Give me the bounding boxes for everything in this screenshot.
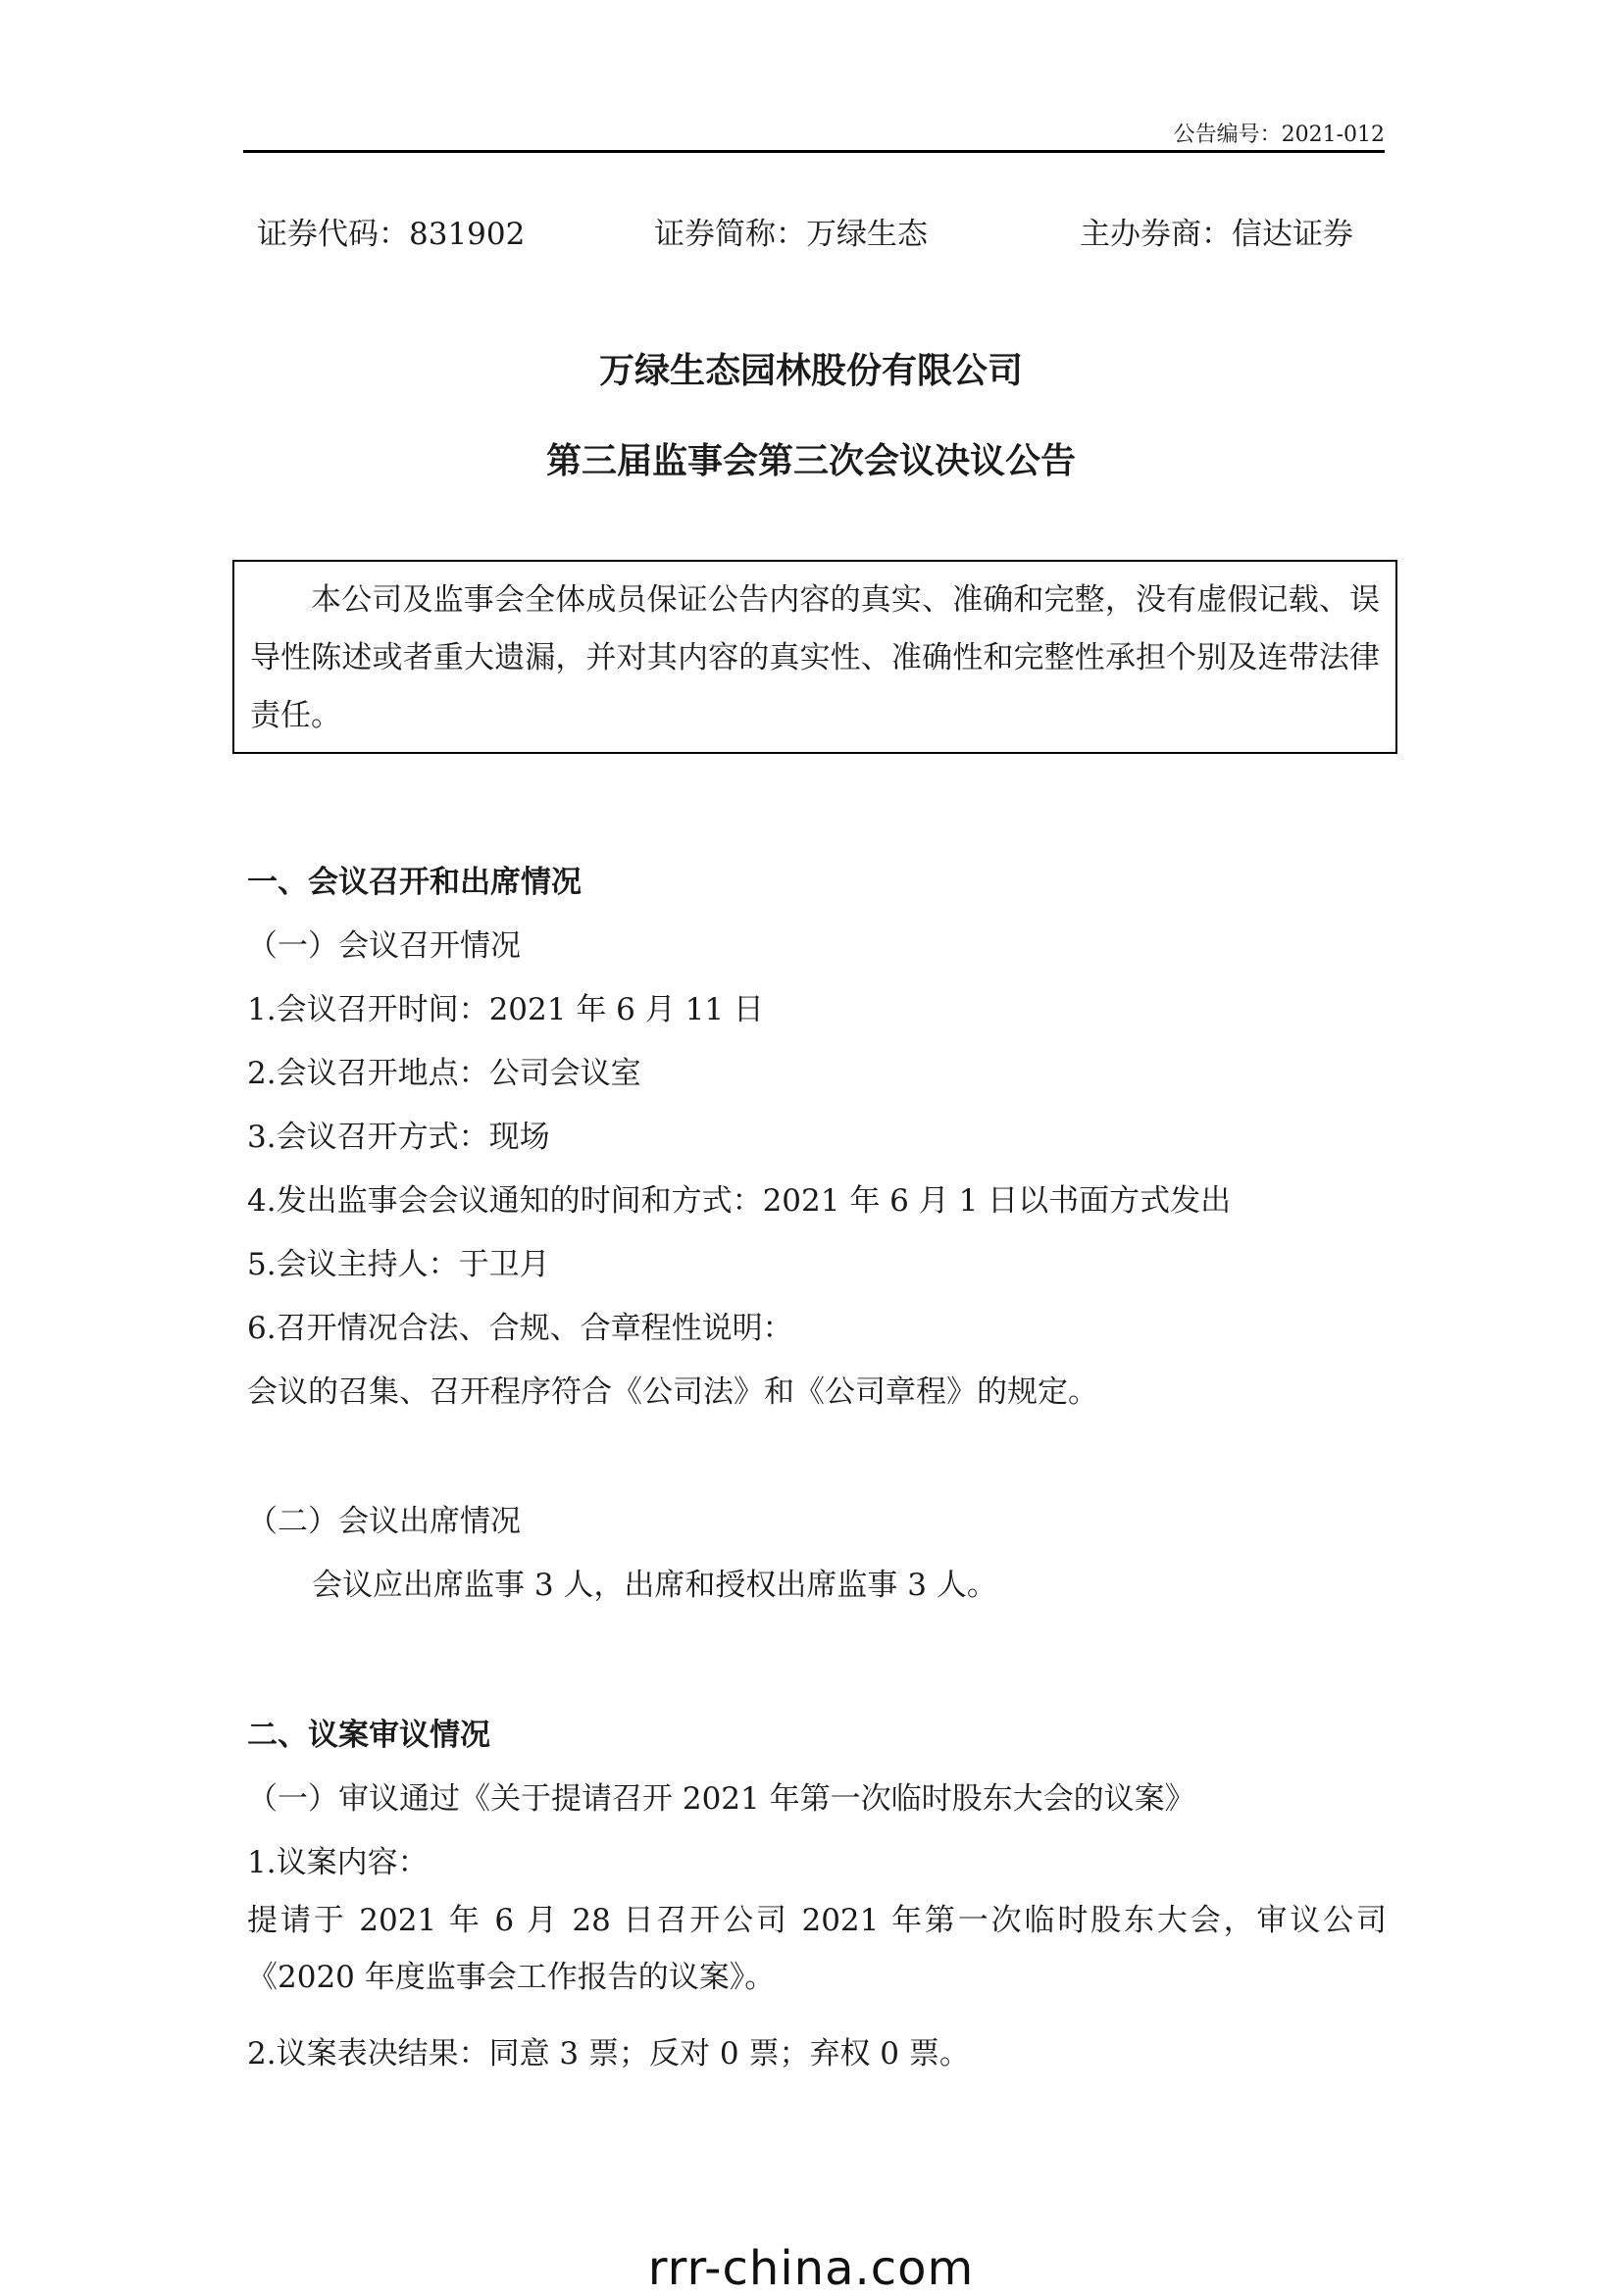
section-2-heading: 二、议案审议情况 [247,1718,490,1753]
meeting-notice: 4.发出监事会会议通知的时间和方式：2021 年 6 月 1 日以书面方式发出 [247,1183,1232,1219]
attendance-text: 会议应出席监事 3 人，出席和授权出席监事 3 人。 [312,1568,997,1603]
meeting-host: 5.会议主持人：于卫月 [247,1247,550,1282]
announcement-code: 公告编号：2021-012 [1173,123,1385,147]
meeting-time: 1.会议召开时间：2021 年 6 月 11 日 [247,992,764,1027]
disclaimer-text: 本公司及监事会全体成员保证公告内容的真实、准确和完整，没有虚假记载、误导性陈述或者重大遗漏，并对其内容的真实性、准确性和完整性承担个别及连带法律责任。 [250,582,1380,733]
section-1-heading: 一、会议召开和出席情况 [247,865,582,900]
proposal-content: 提请于 2021 年 6 月 28 日召开公司 2021 年第一次临时股东大会，审议公司《2020 年度监事会工作报告的议案》。 [247,1903,1387,1995]
sponsor-broker: 主办券商：信达证券 [1080,217,1353,252]
securities-code: 证券代码：831902 [257,217,526,252]
disclaimer-box [232,560,1397,754]
compliance-label: 6.召开情况合法、合规、合章程性说明： [247,1311,793,1346]
proposal-content-label: 1.议案内容： [247,1845,429,1880]
section-2-sub1-heading: （一）审议通过《关于提请召开 2021 年第一次临时股东大会的议案》 [247,1781,1195,1817]
meeting-location: 2.会议召开地点：公司会议室 [247,1056,641,1091]
header-divider [243,150,1385,153]
securities-info-row [257,209,1385,252]
company-name-title: 万绿生态园林股份有限公司 [598,351,1023,391]
announcement-title: 第三届监事会第三次会议决议公告 [545,441,1076,481]
vote-result: 2.议案表决结果：同意 3 票；反对 0 票；弃权 0 票。 [247,2036,970,2071]
source-watermark: rrr-china.com [647,2241,975,2296]
section-1-sub2-heading: （二）会议出席情况 [247,1504,521,1539]
securities-short-name: 证券简称：万绿生态 [654,217,928,252]
section-1-sub1-heading: （一）会议召开情况 [247,928,521,964]
compliance-text: 会议的召集、召开程序符合《公司法》和《公司章程》的规定。 [247,1374,1098,1410]
meeting-method: 3.会议召开方式：现场 [247,1120,550,1155]
